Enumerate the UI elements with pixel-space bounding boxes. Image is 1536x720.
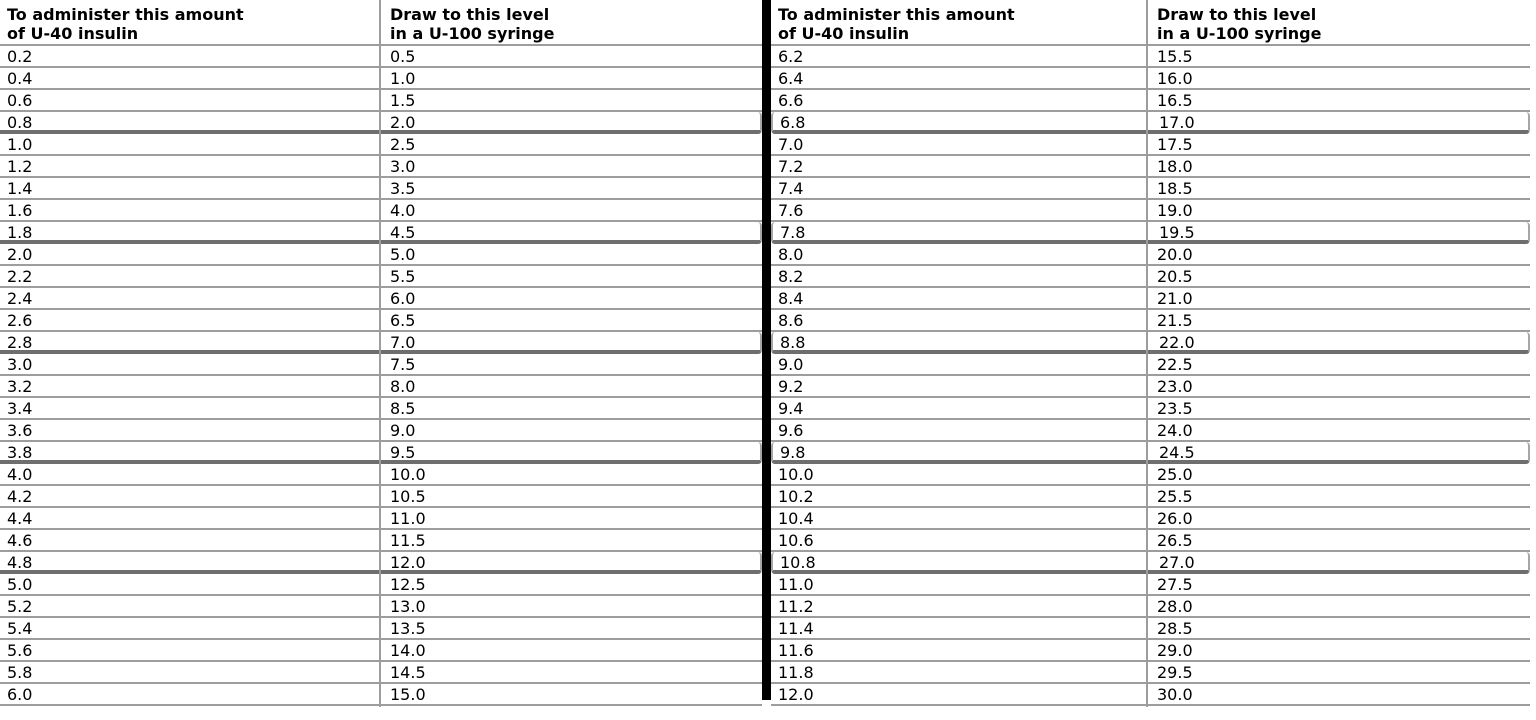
table-row — [771, 90, 1530, 112]
u100-value-cell: 9.0 — [390, 421, 416, 440]
u40-value-cell: 0.8 — [7, 113, 33, 130]
table-row — [771, 266, 1530, 288]
header-u100-line2: in a U-100 syringe — [390, 24, 555, 43]
u40-value-cell: 9.8 — [780, 443, 806, 460]
u100-value-cell: 1.5 — [390, 91, 416, 110]
u40-value-cell: 6.4 — [778, 69, 804, 88]
u40-value-cell: 11.6 — [778, 641, 814, 660]
u40-value-cell: 10.4 — [778, 509, 814, 528]
u40-value-cell: 11.0 — [778, 575, 814, 594]
table-row — [771, 200, 1530, 222]
table-row — [771, 662, 1530, 684]
table-row — [771, 112, 1530, 134]
u100-value-cell: 7.5 — [390, 355, 416, 374]
u100-value-cell: 13.5 — [390, 619, 426, 638]
table-row — [771, 288, 1530, 310]
u100-value-cell: 2.0 — [390, 113, 416, 130]
u40-value-cell: 6.6 — [778, 91, 804, 110]
header-u100-line1: Draw to this level — [1157, 5, 1317, 24]
table-row — [0, 552, 762, 574]
u100-value-cell: 14.0 — [390, 641, 426, 660]
table-row — [0, 310, 762, 332]
table-body — [0, 46, 762, 706]
u100-value-cell: 13.0 — [390, 597, 426, 616]
u40-value-cell: 1.8 — [7, 223, 33, 240]
table-row — [771, 442, 1530, 464]
conversion-table-right — [771, 0, 1530, 706]
table-row — [0, 156, 762, 178]
table-row — [771, 684, 1530, 706]
table-row — [771, 244, 1530, 266]
table-row — [771, 156, 1530, 178]
table-row — [0, 596, 762, 618]
u100-value-cell: 15.5 — [1157, 47, 1193, 66]
u100-value-cell: 25.5 — [1157, 487, 1193, 506]
u100-value-cell: 21.5 — [1157, 311, 1193, 330]
table-row — [771, 398, 1530, 420]
u40-value-cell: 6.0 — [7, 685, 33, 704]
u40-value-cell: 8.2 — [778, 267, 804, 286]
header-u40-line1: To administer this amount — [778, 5, 1015, 24]
u100-value-cell: 15.0 — [390, 685, 426, 704]
table-row — [771, 46, 1530, 68]
table-header-row — [771, 0, 1530, 46]
u100-value-cell: 10.0 — [390, 465, 426, 484]
table-row — [0, 420, 762, 442]
table-row — [0, 574, 762, 596]
u40-value-cell: 2.8 — [7, 333, 33, 350]
u100-value-cell: 16.5 — [1157, 91, 1193, 110]
u40-value-cell: 9.2 — [778, 377, 804, 396]
u100-value-cell: 22.5 — [1157, 355, 1193, 374]
u40-value-cell: 11.8 — [778, 663, 814, 682]
table-row — [771, 420, 1530, 442]
table-row — [771, 332, 1530, 354]
u100-value-cell: 5.5 — [390, 267, 416, 286]
u40-value-cell: 1.0 — [7, 135, 33, 154]
u100-value-cell: 18.0 — [1157, 157, 1193, 176]
table-row — [771, 574, 1530, 596]
u40-value-cell: 10.2 — [778, 487, 814, 506]
table-row — [0, 508, 762, 530]
u100-value-cell: 28.5 — [1157, 619, 1193, 638]
u40-value-cell: 3.0 — [7, 355, 33, 374]
u40-value-cell: 8.8 — [780, 333, 806, 350]
u40-value-cell: 4.4 — [7, 509, 33, 528]
table-row — [0, 112, 762, 134]
u40-value-cell: 9.6 — [778, 421, 804, 440]
u40-value-cell: 10.0 — [778, 465, 814, 484]
table-row — [0, 200, 762, 222]
table-row — [771, 596, 1530, 618]
u100-value-cell: 21.0 — [1157, 289, 1193, 308]
u40-value-cell: 4.0 — [7, 465, 33, 484]
u40-value-cell: 1.4 — [7, 179, 33, 198]
u40-value-cell: 2.6 — [7, 311, 33, 330]
u40-value-cell: 4.8 — [7, 553, 33, 570]
table-row — [771, 222, 1530, 244]
u40-value-cell: 3.2 — [7, 377, 33, 396]
u100-value-cell: 20.5 — [1157, 267, 1193, 286]
u100-value-cell: 6.5 — [390, 311, 416, 330]
table-row — [0, 68, 762, 90]
table-row — [0, 90, 762, 112]
u100-value-cell: 17.5 — [1157, 135, 1193, 154]
u100-value-cell: 3.0 — [390, 157, 416, 176]
table-row — [771, 354, 1530, 376]
u100-value-cell: 17.0 — [1159, 113, 1195, 130]
header-u100-level — [381, 0, 762, 44]
table-row — [0, 486, 762, 508]
u40-value-cell: 5.0 — [7, 575, 33, 594]
table-row — [771, 530, 1530, 552]
table-row — [0, 662, 762, 684]
table-row — [0, 376, 762, 398]
u100-value-cell: 26.0 — [1157, 509, 1193, 528]
u100-value-cell: 19.5 — [1159, 223, 1195, 240]
u100-value-cell: 4.0 — [390, 201, 416, 220]
u40-value-cell: 6.2 — [778, 47, 804, 66]
table-row — [0, 46, 762, 68]
table-row — [771, 310, 1530, 332]
u100-value-cell: 27.5 — [1157, 575, 1193, 594]
u100-value-cell: 5.0 — [390, 245, 416, 264]
u40-value-cell: 5.2 — [7, 597, 33, 616]
u100-value-cell: 30.0 — [1157, 685, 1193, 704]
u40-value-cell: 4.6 — [7, 531, 33, 550]
table-row — [0, 332, 762, 354]
u100-value-cell: 24.0 — [1157, 421, 1193, 440]
u40-value-cell: 10.8 — [780, 553, 816, 570]
u100-value-cell: 12.0 — [390, 553, 426, 570]
table-row — [0, 222, 762, 244]
u40-value-cell: 8.6 — [778, 311, 804, 330]
u100-value-cell: 18.5 — [1157, 179, 1193, 198]
conversion-table-left — [0, 0, 762, 706]
u40-value-cell: 6.8 — [780, 113, 806, 130]
u40-value-cell: 1.6 — [7, 201, 33, 220]
table-header-row — [0, 0, 762, 46]
u40-value-cell: 0.2 — [7, 47, 33, 66]
u40-value-cell: 7.4 — [778, 179, 804, 198]
table-row — [771, 640, 1530, 662]
u40-value-cell: 7.0 — [778, 135, 804, 154]
u40-value-cell: 7.6 — [778, 201, 804, 220]
table-row — [771, 486, 1530, 508]
u40-value-cell: 3.8 — [7, 443, 33, 460]
u100-value-cell: 0.5 — [390, 47, 416, 66]
table-row — [0, 178, 762, 200]
column-divider-line — [1146, 0, 1148, 707]
u40-value-cell: 11.4 — [778, 619, 814, 638]
u40-value-cell: 8.4 — [778, 289, 804, 308]
u100-value-cell: 3.5 — [390, 179, 416, 198]
u100-value-cell: 23.5 — [1157, 399, 1193, 418]
table-row — [771, 508, 1530, 530]
u100-value-cell: 28.0 — [1157, 597, 1193, 616]
u100-value-cell: 8.0 — [390, 377, 416, 396]
u40-value-cell: 5.6 — [7, 641, 33, 660]
header-u40-amount — [771, 0, 1148, 44]
table-row — [771, 68, 1530, 90]
u100-value-cell: 23.0 — [1157, 377, 1193, 396]
header-u100-line1: Draw to this level — [390, 5, 550, 24]
table-row — [0, 618, 762, 640]
u40-value-cell: 11.2 — [778, 597, 814, 616]
table-row — [0, 288, 762, 310]
table-row — [0, 244, 762, 266]
table-row — [771, 376, 1530, 398]
u100-value-cell: 25.0 — [1157, 465, 1193, 484]
u40-value-cell: 5.4 — [7, 619, 33, 638]
table-row — [771, 134, 1530, 156]
u100-value-cell: 1.0 — [390, 69, 416, 88]
header-u40-line1: To administer this amount — [7, 5, 244, 24]
u40-value-cell: 2.0 — [7, 245, 33, 264]
table-row — [0, 134, 762, 156]
u100-value-cell: 16.0 — [1157, 69, 1193, 88]
table-row — [0, 530, 762, 552]
u100-value-cell: 2.5 — [390, 135, 416, 154]
u40-value-cell: 2.2 — [7, 267, 33, 286]
u40-value-cell: 10.6 — [778, 531, 814, 550]
u100-value-cell: 6.0 — [390, 289, 416, 308]
u40-value-cell: 1.2 — [7, 157, 33, 176]
u100-value-cell: 10.5 — [390, 487, 426, 506]
table-body — [771, 46, 1530, 706]
table-row — [0, 640, 762, 662]
u40-value-cell: 9.0 — [778, 355, 804, 374]
page-divider-bar — [762, 0, 771, 700]
u40-value-cell: 2.4 — [7, 289, 33, 308]
u100-value-cell: 22.0 — [1159, 333, 1195, 350]
u40-value-cell: 8.0 — [778, 245, 804, 264]
table-row — [771, 178, 1530, 200]
u40-value-cell: 3.4 — [7, 399, 33, 418]
u100-value-cell: 11.5 — [390, 531, 426, 550]
table-row — [0, 266, 762, 288]
header-u40-line2: of U-40 insulin — [7, 24, 139, 43]
u40-value-cell: 0.6 — [7, 91, 33, 110]
u40-value-cell: 12.0 — [778, 685, 814, 704]
column-divider-line — [379, 0, 381, 707]
u100-value-cell: 11.0 — [390, 509, 426, 528]
u100-value-cell: 9.5 — [390, 443, 416, 460]
table-row — [0, 398, 762, 420]
u40-value-cell: 7.2 — [778, 157, 804, 176]
u100-value-cell: 7.0 — [390, 333, 416, 350]
u100-value-cell: 4.5 — [390, 223, 416, 240]
u40-value-cell: 0.4 — [7, 69, 33, 88]
u100-value-cell: 24.5 — [1159, 443, 1195, 460]
u40-value-cell: 7.8 — [780, 223, 806, 240]
table-row — [0, 464, 762, 486]
u40-value-cell: 4.2 — [7, 487, 33, 506]
u100-value-cell: 19.0 — [1157, 201, 1193, 220]
u40-value-cell: 3.6 — [7, 421, 33, 440]
header-u100-level — [1148, 0, 1530, 44]
table-row — [771, 552, 1530, 574]
u100-value-cell: 14.5 — [390, 663, 426, 682]
u100-value-cell: 8.5 — [390, 399, 416, 418]
header-u40-line2: of U-40 insulin — [778, 24, 910, 43]
u100-value-cell: 29.5 — [1157, 663, 1193, 682]
u100-value-cell: 26.5 — [1157, 531, 1193, 550]
u100-value-cell: 12.5 — [390, 575, 426, 594]
header-u40-amount — [0, 0, 381, 44]
u40-value-cell: 9.4 — [778, 399, 804, 418]
u100-value-cell: 29.0 — [1157, 641, 1193, 660]
table-row — [0, 354, 762, 376]
u100-value-cell: 27.0 — [1159, 553, 1195, 570]
u100-value-cell: 20.0 — [1157, 245, 1193, 264]
table-row — [0, 684, 762, 706]
table-row — [771, 618, 1530, 640]
table-row — [0, 442, 762, 464]
table-row — [771, 464, 1530, 486]
u40-value-cell: 5.8 — [7, 663, 33, 682]
header-u100-line2: in a U-100 syringe — [1157, 24, 1322, 43]
